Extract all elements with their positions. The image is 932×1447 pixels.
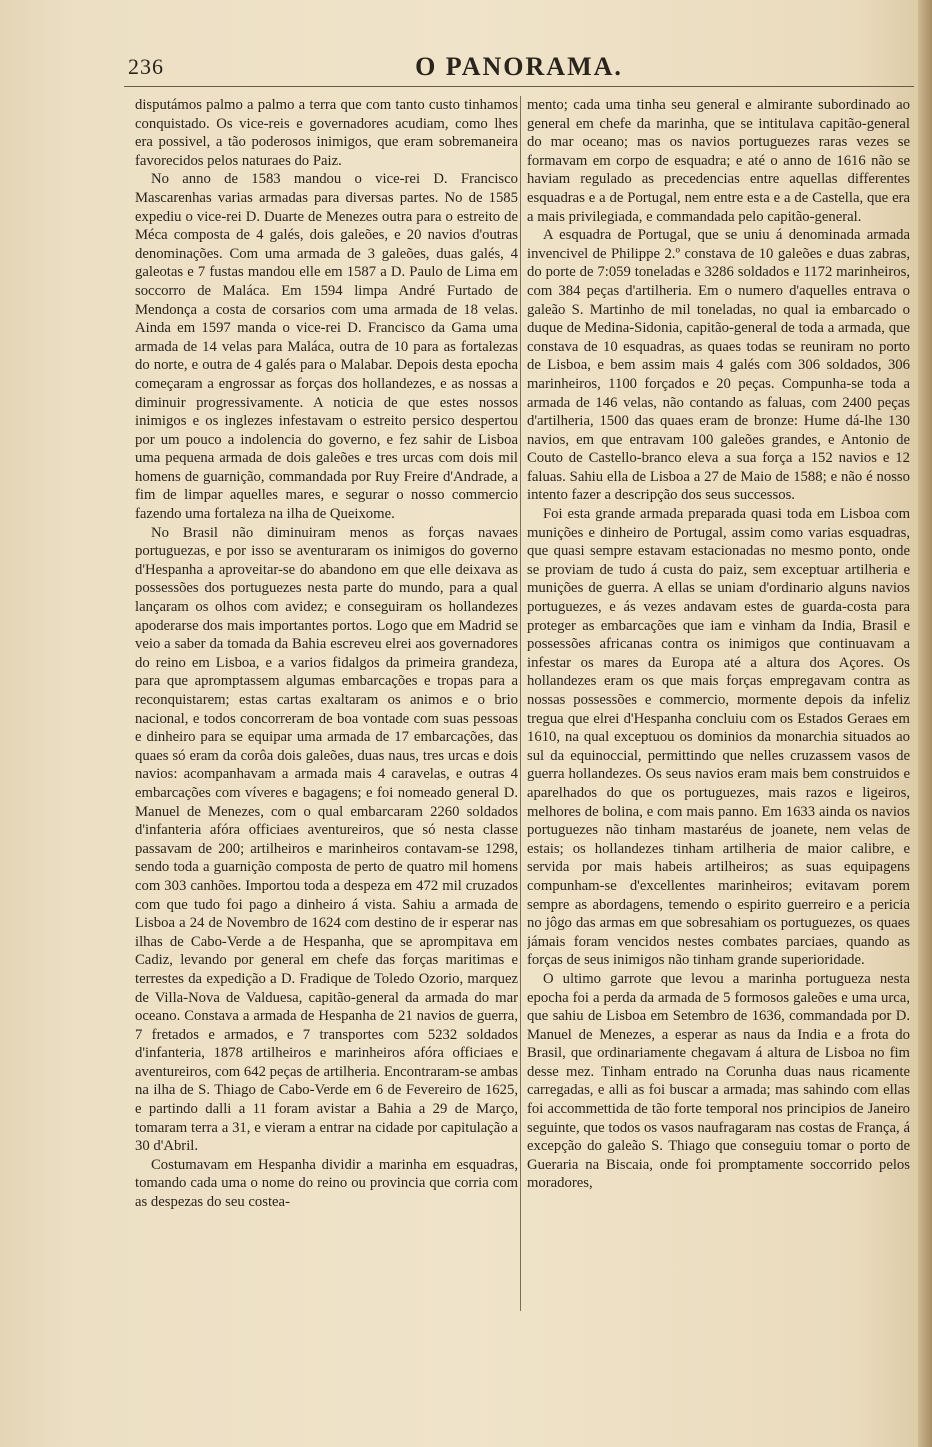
page-number: 236: [128, 54, 164, 79]
journal-title: O PANORAMA.: [415, 52, 623, 81]
paragraph: disputámos palmo a palmo a terra que com tanto custo tinhamos conquistado. Os vice-reis e governadores acudiam, como lhes era possivel, a tão poderosos inimigos, que eram sobremaneira favorecidos pelos naturaes do Paiz.: [135, 97, 518, 169]
paragraph: Foi esta grande armada preparada quasi toda em Lisboa com munições e dinheiro de Portugal, assim como varias esquadras, que quasi sempre estavam estacionadas no mesmo ponto, onde se proviam de tudo á custa do paiz, sem exceptuar artilheria e munições de guerra. A ellas se uniam d'ordinario alguns navios portuguezes, e ás vezes andavam estes de guarda-costa para proteger as embarcações que iam e vinham da India, Brasil e possessões africanas contra os inimigos que continuavam a infestar os mares da Europa até a altura dos Açores. Os hollandezes eram os que mais forças empregavam contra as nossas possessões e commercio, mormente depois da infeliz tregua que elrei d'Hespanha concluiu com os Estados Geraes em 1610, na qual exceptuou os dominios da monarchia situados ao sul da equinoccial, permittindo que nelles cruzassem vasos de guerra hollandezes. Os seus navios eram mais bem construidos e aparelhados do que os portuguezes, mais razos e ligeiros, melhores de bolina, e com mais panno. Em 1633 ainda os navios portuguezes não tinham mastaréus de joanete, nem velas de estais; os hollandezes tinham artilheria de maior calibre, e servida por mais habeis artilheiros; as suas equipagens compunham-se d'excellentes marinheiros; evitavam porem sempre as abordagens, temendo o espirito guerreiro e a pericia no jôgo das armas em que sobresahiam os portuguezes, os quaes jámais foram vencidos nestes combates parciaes, quando as forças de seus inimigos não tinham grande superioridade.: [527, 506, 910, 969]
page-header: [124, 52, 914, 87]
left-column: [135, 96, 518, 1321]
paragraph: No anno de 1583 mandou o vice-rei D. Francisco Mascarenhas varias armadas para diversas partes. No de 1585 expediu o vice-rei D. Duarte de Menezes outra para o estreito de Méca composta de 4 galés, dois galeões, e 20 navios d'outras denominações. Com uma armada de 3 galeões, duas galés, 4 galeotas e 7 fustas mandou elle em 1587 a D. Paulo de Lima em soccorro de Maláca. Em 1594 limpa André Furtado de Mendonça a costa de corsarios com uma armada de 18 velas. Ainda em 1597 manda o vice-rei D. Francisco da Gama uma armada de 14 velas para Maláca, outra de 10 para as fortalezas do norte, e outra de 4 galés para o Malabar. Depois desta epocha começaram a engrossar as forças dos hollandezes, e as nossas a diminuir progressivamente. A noticia de que estes nossos inimigos e os inglezes infestavam o estreito persico despertou por um pouco a indolencia do governo, e fez sahir de Lisboa uma pequena armada de dois galeões e tres urcas com dois mil homens de guarnição, commandada por Ruy Freire d'Andrade, a fim de limpar aquelles mares, e segurar o nosso commercio fazendo uma fortaleza na ilha de Queixome.: [135, 171, 518, 523]
paragraph: mento; cada uma tinha seu general e almirante subordinado ao general em chefe da marinha, que se intitulava capitão-general do mar oceano; mas os navios portuguezes raras vezes se formavam em corpo de esquadra; e até o anno de 1616 não se haviam regulado as precedencias entre aquellas differentes esquadras e a de Portugal, nem entre esta e a de Castella, que era a mais privilegiada, e commandada pelo capitão-general.: [527, 97, 910, 225]
right-column: [527, 96, 910, 1321]
column-divider: [520, 96, 521, 1311]
paragraph: No Brasil não diminuiram menos as forças navaes portuguezas, e por isso se aventuraram os inimigos do governo d'Hespanha a aproveitar-se do abandono em que elle deixava as possessões dos portuguezes nesta parte do mundo, para a qual lançaram os olhos com avidez; e conseguiram os hollandezes apoderarse dos mais importantes portos. Logo que em Madrid se veio a saber da tomada da Bahia escreveu elrei aos governadores do reino em Lisboa, e a varios fidalgos da primeira grandeza, para que apromptassem algumas embarcações e tropas para a reconquistarem; estas cartas exaltaram os animos e o brio nacional, e todos concorreram de boa vontade com suas pessoas e dinheiro para se equipar uma armada de 17 embarcações, das quaes só eram da corôa dois galeões, duas naus, tres urcas e dois navios: acompanhavam a armada mais 4 caravelas, e outras 4 embarcações com víveres e bagagens; e foi nomeado general D. Manuel de Menezes, com o qual embarcaram 2260 soldados d'infanteria afóra officiaes aventureiros, que só nesta classe passavam de 200; artilheiros e marinheiros contavam-se 1298, sendo toda a guarnição composta de perto de quatro mil homens com 303 canhões. Importou toda a despeza em 472 mil cruzados com que tudo foi pago a dinheiro á vista. Sahiu a armada de Lisboa a 24 de Novembro de 1624 com destino de ir esperar nas ilhas de Cabo-Verde a de Hespanha, que se aprompitava em Cadiz, levando por general em chefe das forças maritimas e terrestes da expedição a D. Fradique de Toledo Ozorio, marquez de Villa-Nova de Valduesa, capitão-general da armada do mar oceano. Constava a armada de Hespanha de 21 navios de guerra, 7 fretados e armados, e 7 transportes com 5232 soldados d'infanteria, 1878 artilheiros e marinheiros afóra officiaes e aventureiros, com 642 peças de artilheria. Encontraram-se ambas na ilha de S. Thiago de Cabo-Verde em 6 de Fevereiro de 1625, e partindo dalli a 11 foram avistar a Bahia a 29 de Março, tomaram terra a 31, e vieram a entrar na cidade por capitulação a 30 d'Abril.: [135, 524, 518, 1155]
page-edge-shadow: [918, 0, 932, 1447]
paragraph: Costumavam em Hespanha dividir a marinha em esquadras, tomando cada uma o nome do reino ou provincia que corria com as despezas do seu costea-: [135, 1156, 518, 1211]
paragraph: A esquadra de Portugal, que se uniu á denominada armada invencivel de Philippe 2.º constava de 10 galeões e duas zabras, do porte de 7:059 toneladas e 3286 soldados e 1172 marinheiros, com 384 peças d'artilheria. Em o numero d'aquelles entrava o galeão S. Martinho de mil toneladas, no qual ia embarcado o duque de Medina-Sidonia, capitão-general de toda a armada, que constava de 10 esquadras, as quaes todas se reuniram no porto de Lisboa, e bem assim mais 4 galés com 306 soldados, 306 marinheiros, 1100 forçados e 20 peças. Compunha-se toda a armada de 146 velas, não contando as faluas, com 2400 peças d'artilheria, 1500 das quaes eram de bronze: Hume dá-lhe 130 navios, em que entravam 100 galeões grandes, e Antonio de Couto de Castello-branco eleva a sua força a 152 navios e 12 faluas. Sahiu ella de Lisboa a 27 de Maio de 1588; e não é nosso intento fazer a descripção dos seus successos.: [527, 227, 910, 504]
paragraph: O ultimo garrote que levou a marinha portugueza nesta epocha foi a perda da armada de 5 formosos galeões e uma urca, que sahiu de Lisboa em Setembro de 1636, commandada por D. Manuel de Menezes, a esperar as naus da India e a frota do Brasil, que ordinariamente chegavam á altura de Lisboa no fim desse mez. Tinham entrado na Corunha duas naus ricamente carregadas, e alli as foi buscar a armada; mas sahindo com ellas foi accommettida de tão forte temporal nos principios de Janeiro seguinte, que todos os vasos naufragaram nas costas de França, á excepção do galeão S. Thiago que conseguiu tomar o porto de Gueraria na Biscaia, onde foi promptamente soccorrido pelos moradores,: [527, 970, 910, 1192]
